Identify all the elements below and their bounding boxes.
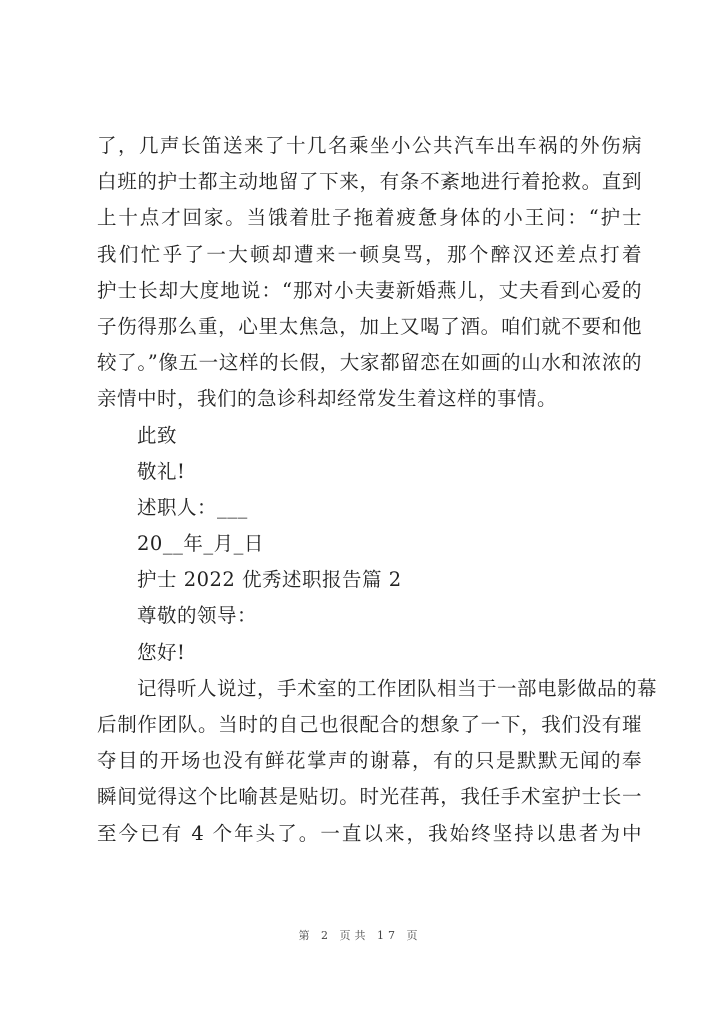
- signature-line: 述职人：___: [137, 495, 248, 519]
- text-line: 夺目的开场也没有鲜花掌声的谢幕，有的只是默默无闻的奉: [97, 749, 642, 773]
- closing-ci-zhi: 此致: [137, 423, 178, 447]
- date-line: 20__年_月_日: [137, 532, 264, 556]
- text-line: 较了。”像五一这样的长假，大家都留恋在如画的山水和浓浓的: [97, 351, 642, 375]
- text-line: 后制作团队。当时的自己也很配合的想象了一下，我们没有璀: [97, 713, 642, 736]
- text-line: 记得听人说过，手术室的工作团队相当于一部电影做品的幕: [137, 676, 658, 700]
- section-title: 护士 2022 优秀述职报告篇 2: [137, 568, 402, 592]
- page-number-footer: 第 2 页共 17 页: [298, 929, 422, 942]
- paragraph-2: [97, 671, 658, 852]
- text-line: 白班的护士都主动地留了下来，有条不紊地进行着抢救。直到: [97, 170, 642, 194]
- greeting: 您好!: [137, 640, 186, 664]
- paragraph-1: [97, 128, 642, 418]
- text-line: 上十点才回家。当饿着肚子拖着疲惫身体的小王问：“护士: [97, 206, 642, 230]
- text-line: 我们忙乎了一大顿却遭来一顿臭骂，那个醉汉还差点打着: [97, 242, 642, 266]
- text-line: 亲情中时，我们的急诊科却经常发生着这样的事情。: [97, 387, 558, 411]
- text-line: 瞬间觉得这个比喻甚是贴切。时光荏苒，我任手术室护士长一: [97, 785, 642, 809]
- text-line: 了，几声长笛送来了十几名乘坐小公共汽车出车祸的外伤病: [97, 134, 642, 157]
- text-line: 子伤得那么重，心里太焦急，加上又喝了酒。咱们就不要和他: [97, 314, 642, 338]
- salutation: 尊敬的领导：: [137, 604, 258, 628]
- closing-jing-li: 敬礼!: [137, 459, 186, 483]
- document-body: [97, 128, 658, 852]
- text-line: 护士长却大度地说：“那对小夫妻新婚燕儿，丈夫看到心爱的: [97, 278, 642, 302]
- text-line: 至今已有 4 个年头了。一直以来，我始终坚持以患者为中: [97, 821, 642, 845]
